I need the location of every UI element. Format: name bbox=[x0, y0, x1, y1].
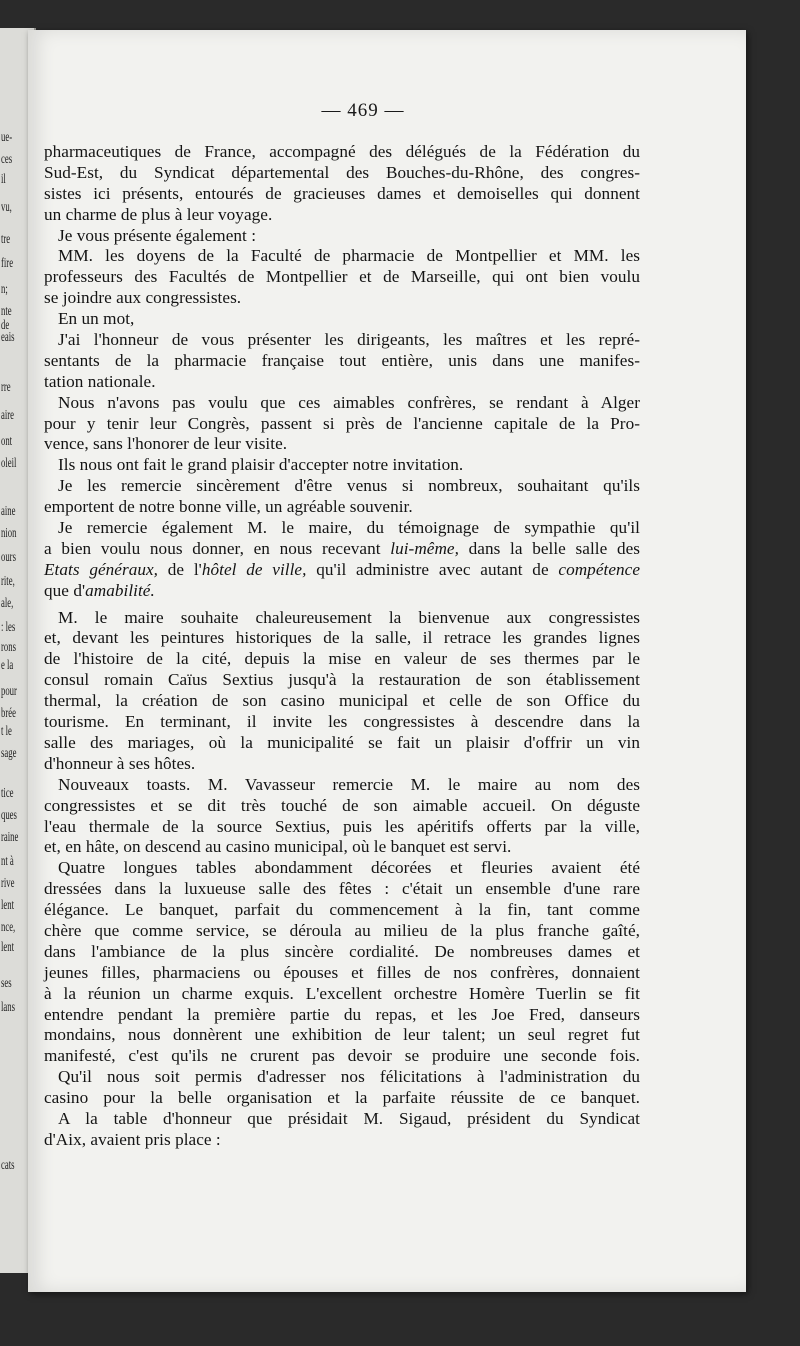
text-run: Sud-Est, du Syndicat départemental des Bouches-du-Rhône, des congres- bbox=[44, 162, 640, 182]
facing-page-fragment: ours bbox=[1, 550, 16, 565]
text-run: sistes ici présents, entourés de gracieuses dames et demoiselles qui donnent bbox=[44, 183, 640, 203]
text-run: Nouveaux toasts. M. Vavasseur remercie M. le maire au nom des bbox=[58, 774, 640, 794]
text-run: mondains, nous donnèrent une exhibition de leur talent; un seul regret fut bbox=[44, 1025, 640, 1045]
text-line bbox=[44, 476, 640, 497]
italic-phrase: lui-même, bbox=[390, 538, 459, 558]
facing-page-fragment: nt à bbox=[1, 854, 14, 869]
text-run: se joindre aux congressistes. bbox=[44, 288, 242, 308]
text-run: Quatre longues tables abondamment décorées et fleuries avaient été bbox=[58, 858, 640, 878]
text-line bbox=[44, 879, 640, 900]
text-run: chère que comme service, se déroula au milieu de la plus franche gaîté, bbox=[44, 920, 640, 940]
text-run: entendre pendant la première partie du repas, et les Joe Fred, danseurs bbox=[44, 1004, 640, 1024]
text-run: pharmaceutiques de France, accompagné des délégués de la Fédération du bbox=[44, 142, 640, 161]
facing-page-fragment: vu, bbox=[1, 200, 12, 215]
text-run: a bien voulu nous donner, en nous recevant bbox=[44, 538, 391, 558]
text-run: et, en hâte, on descend au casino municipal, où le banquet est servi. bbox=[44, 837, 512, 857]
text-line bbox=[44, 163, 640, 184]
text-run: consul romain Caïus Sextius jusqu'à la restauration de son établissement bbox=[44, 670, 640, 690]
text-run: congressistes et se dit très touché de son aimable accueil. On déguste bbox=[44, 795, 640, 815]
text-line bbox=[44, 351, 640, 372]
italic-phrase: Etats généraux, bbox=[44, 559, 159, 579]
facing-page-fragment: ue- bbox=[1, 130, 13, 145]
text-line bbox=[44, 817, 640, 838]
text-line bbox=[44, 1088, 640, 1109]
italic-phrase: hôtel de ville, bbox=[201, 559, 307, 579]
text-run: MM. les doyens de la Faculté de pharmacie de Montpellier et MM. les bbox=[58, 246, 640, 266]
facing-page-fragment: lans bbox=[1, 1000, 15, 1015]
text-line bbox=[44, 205, 640, 226]
book-page bbox=[28, 30, 746, 1292]
facing-page-fragment: n; bbox=[1, 282, 8, 297]
text-line bbox=[44, 288, 640, 309]
text-run: élégance. Le banquet, parfait du commencement à la fin, tant comme bbox=[44, 900, 640, 920]
text-run: Qu'il nous soit permis d'adresser nos félicitations à l'administration du bbox=[58, 1067, 640, 1087]
text-run: tourisme. En terminant, il invite les congressistes à descendre dans la bbox=[44, 712, 640, 732]
facing-page-fragment: ques bbox=[1, 808, 17, 823]
facing-page-fragment: pour bbox=[1, 684, 17, 699]
text-line bbox=[44, 733, 640, 754]
text-run: emportent de notre bonne ville, un agréable souvenir. bbox=[44, 497, 413, 517]
text-line bbox=[44, 1005, 640, 1026]
facing-page-fragment: nce, bbox=[1, 920, 16, 935]
facing-page-fragment: tice bbox=[1, 786, 14, 801]
text-run: Ils nous ont fait le grand plaisir d'accepter notre invitation. bbox=[58, 455, 464, 475]
text-line bbox=[44, 796, 640, 817]
text-line bbox=[44, 649, 640, 670]
text-line bbox=[44, 539, 640, 560]
text-run: sentants de la pharmacie française tout entière, unis dans une manifes- bbox=[44, 350, 640, 370]
text-line bbox=[44, 712, 640, 733]
facing-page-fragment: rons bbox=[1, 640, 16, 655]
facing-page-fragment: nte bbox=[1, 304, 12, 319]
facing-page-fragment: ses bbox=[1, 976, 12, 991]
facing-page-fragment: brée bbox=[1, 706, 16, 721]
facing-page-fragment: tre bbox=[1, 232, 11, 247]
facing-page-fragment: nion bbox=[1, 526, 17, 541]
italic-phrase: compétence bbox=[558, 559, 641, 579]
text-run: J'ai l'honneur de vous présenter les dirigeants, les maîtres et les repré- bbox=[58, 330, 640, 350]
text-run: un charme de plus à leur voyage. bbox=[44, 204, 273, 224]
text-line bbox=[44, 900, 640, 921]
text-line bbox=[44, 560, 640, 581]
text-run: Nous n'avons pas voulu que ces aimables confrères, se rendant à Alger bbox=[58, 392, 640, 412]
text-run: d'Aix, avaient pris place : bbox=[44, 1129, 221, 1149]
text-run: de l' bbox=[158, 559, 202, 579]
text-line bbox=[44, 414, 640, 435]
facing-page-fragment: aine bbox=[1, 504, 16, 519]
facing-page-fragment: : les bbox=[1, 620, 16, 635]
text-line bbox=[44, 393, 640, 414]
text-run: Je remercie également M. le maire, du témoignage de sympathie qu'il bbox=[58, 518, 640, 538]
text-line bbox=[44, 691, 640, 712]
text-line bbox=[44, 963, 640, 984]
text-line bbox=[44, 858, 640, 879]
facing-page-fragment: t le bbox=[1, 724, 12, 739]
text-line bbox=[44, 921, 640, 942]
text-run: A la table d'honneur que présidait M. Sigaud, président du Syndicat bbox=[58, 1108, 640, 1128]
text-run: thermal, la création de son casino municipal et celle de son Office du bbox=[44, 691, 640, 711]
text-run: l'eau thermale de la source Sextius, puis les apéritifs offerts par la ville, bbox=[44, 816, 640, 836]
text-line bbox=[44, 628, 640, 649]
text-run: tation nationale. bbox=[44, 371, 156, 391]
text-run: et, devant les peintures historiques de la salle, il retrace les grandes lignes bbox=[44, 628, 640, 648]
facing-page-fragment: de bbox=[1, 318, 10, 333]
facing-page-fragment: raine bbox=[1, 830, 19, 845]
text-run: dans l'ambiance de la plus sincère cordialité. De nombreuses dames et bbox=[44, 941, 640, 961]
text-run: d'honneur à ses hôtes. bbox=[44, 753, 196, 773]
facing-page-fragment: lent bbox=[1, 940, 15, 955]
text-line bbox=[44, 942, 640, 963]
text-line bbox=[44, 142, 640, 163]
facing-page-fragment: rre bbox=[1, 380, 11, 395]
text-run: M. le maire souhaite chaleureusement la bienvenue aux congressistes bbox=[58, 607, 640, 627]
text-line bbox=[44, 1025, 640, 1046]
facing-page-fragment: fire bbox=[1, 256, 14, 271]
text-line bbox=[44, 246, 640, 267]
text-line bbox=[44, 837, 640, 858]
body-text bbox=[44, 142, 640, 1151]
text-line bbox=[44, 608, 640, 629]
text-line bbox=[44, 670, 640, 691]
text-run: de l'histoire de la cité, depuis la mise en valeur de ses thermes par le bbox=[44, 649, 640, 669]
facing-page-fragment: ale, bbox=[1, 596, 14, 611]
text-line bbox=[44, 1109, 640, 1130]
text-run: Je vous présente également : bbox=[58, 225, 257, 245]
facing-page-fragment: rive bbox=[1, 876, 15, 891]
text-line bbox=[44, 497, 640, 518]
text-line bbox=[44, 434, 640, 455]
text-line bbox=[44, 1130, 640, 1151]
text-line bbox=[44, 309, 640, 330]
text-line bbox=[44, 984, 640, 1005]
text-run: jeunes filles, pharmaciens ou épouses et filles de nos confrères, donnaient bbox=[44, 962, 640, 982]
text-run: dans la belle salle des bbox=[458, 538, 641, 558]
text-line bbox=[44, 267, 640, 288]
text-run: qu'il administre avec autant de bbox=[306, 559, 559, 579]
text-run: casino pour la belle organisation et la parfaite réussite de ce banquet. bbox=[44, 1088, 640, 1108]
text-line bbox=[44, 754, 640, 775]
text-run: à la réunion un charme exquis. L'excellent orchestre Homère Tuerlin se fit bbox=[44, 983, 640, 1003]
text-run: professeurs des Facultés de Montpellier et de Marseille, qui ont bien voulu bbox=[44, 267, 640, 287]
text-run: dressées dans la luxueuse salle des fêtes : c'était un ensemble d'une rare bbox=[44, 879, 640, 899]
text-line bbox=[44, 518, 640, 539]
text-line bbox=[44, 330, 640, 351]
facing-page-fragment: ont bbox=[1, 434, 13, 449]
facing-page-fragment: aire bbox=[1, 408, 15, 423]
facing-page-fragment: eais bbox=[1, 330, 15, 345]
facing-page-fragment: e la bbox=[1, 658, 14, 673]
facing-page-fragment: il bbox=[1, 172, 6, 187]
text-run: pour y tenir leur Congrès, passent si près de l'ancienne capitale de la Pro- bbox=[44, 413, 640, 433]
text-run: vence, sans l'honorer de leur visite. bbox=[44, 434, 288, 454]
facing-page-fragment: cats bbox=[1, 1158, 15, 1173]
facing-page-fragment: ces bbox=[1, 152, 13, 167]
facing-page-fragment: lent bbox=[1, 898, 15, 913]
text-run: En un mot, bbox=[58, 309, 135, 329]
text-line bbox=[44, 372, 640, 393]
facing-page-fragment: oleil bbox=[1, 456, 17, 471]
italic-phrase: amabilité. bbox=[85, 580, 155, 600]
page-number: — 469 — bbox=[321, 100, 405, 121]
text-run: manifesté, c'est qu'ils ne crurent pas devoir se produire une seconde fois. bbox=[44, 1046, 640, 1066]
text-run: salle des mariages, où la municipalité se fait un plaisir d'offrir un vin bbox=[44, 732, 640, 752]
text-line bbox=[44, 1067, 640, 1088]
text-line bbox=[44, 455, 640, 476]
facing-page-fragment: rite, bbox=[1, 574, 15, 589]
text-line bbox=[44, 226, 640, 247]
text-line bbox=[44, 581, 640, 602]
text-run: Je les remercie sincèrement d'être venus si nombreux, souhaitant qu'ils bbox=[58, 476, 640, 496]
text-line bbox=[44, 775, 640, 796]
facing-page-fragment: sage bbox=[1, 746, 17, 761]
text-run: que d' bbox=[44, 580, 86, 600]
text-line bbox=[44, 184, 640, 205]
text-line bbox=[44, 1046, 640, 1067]
